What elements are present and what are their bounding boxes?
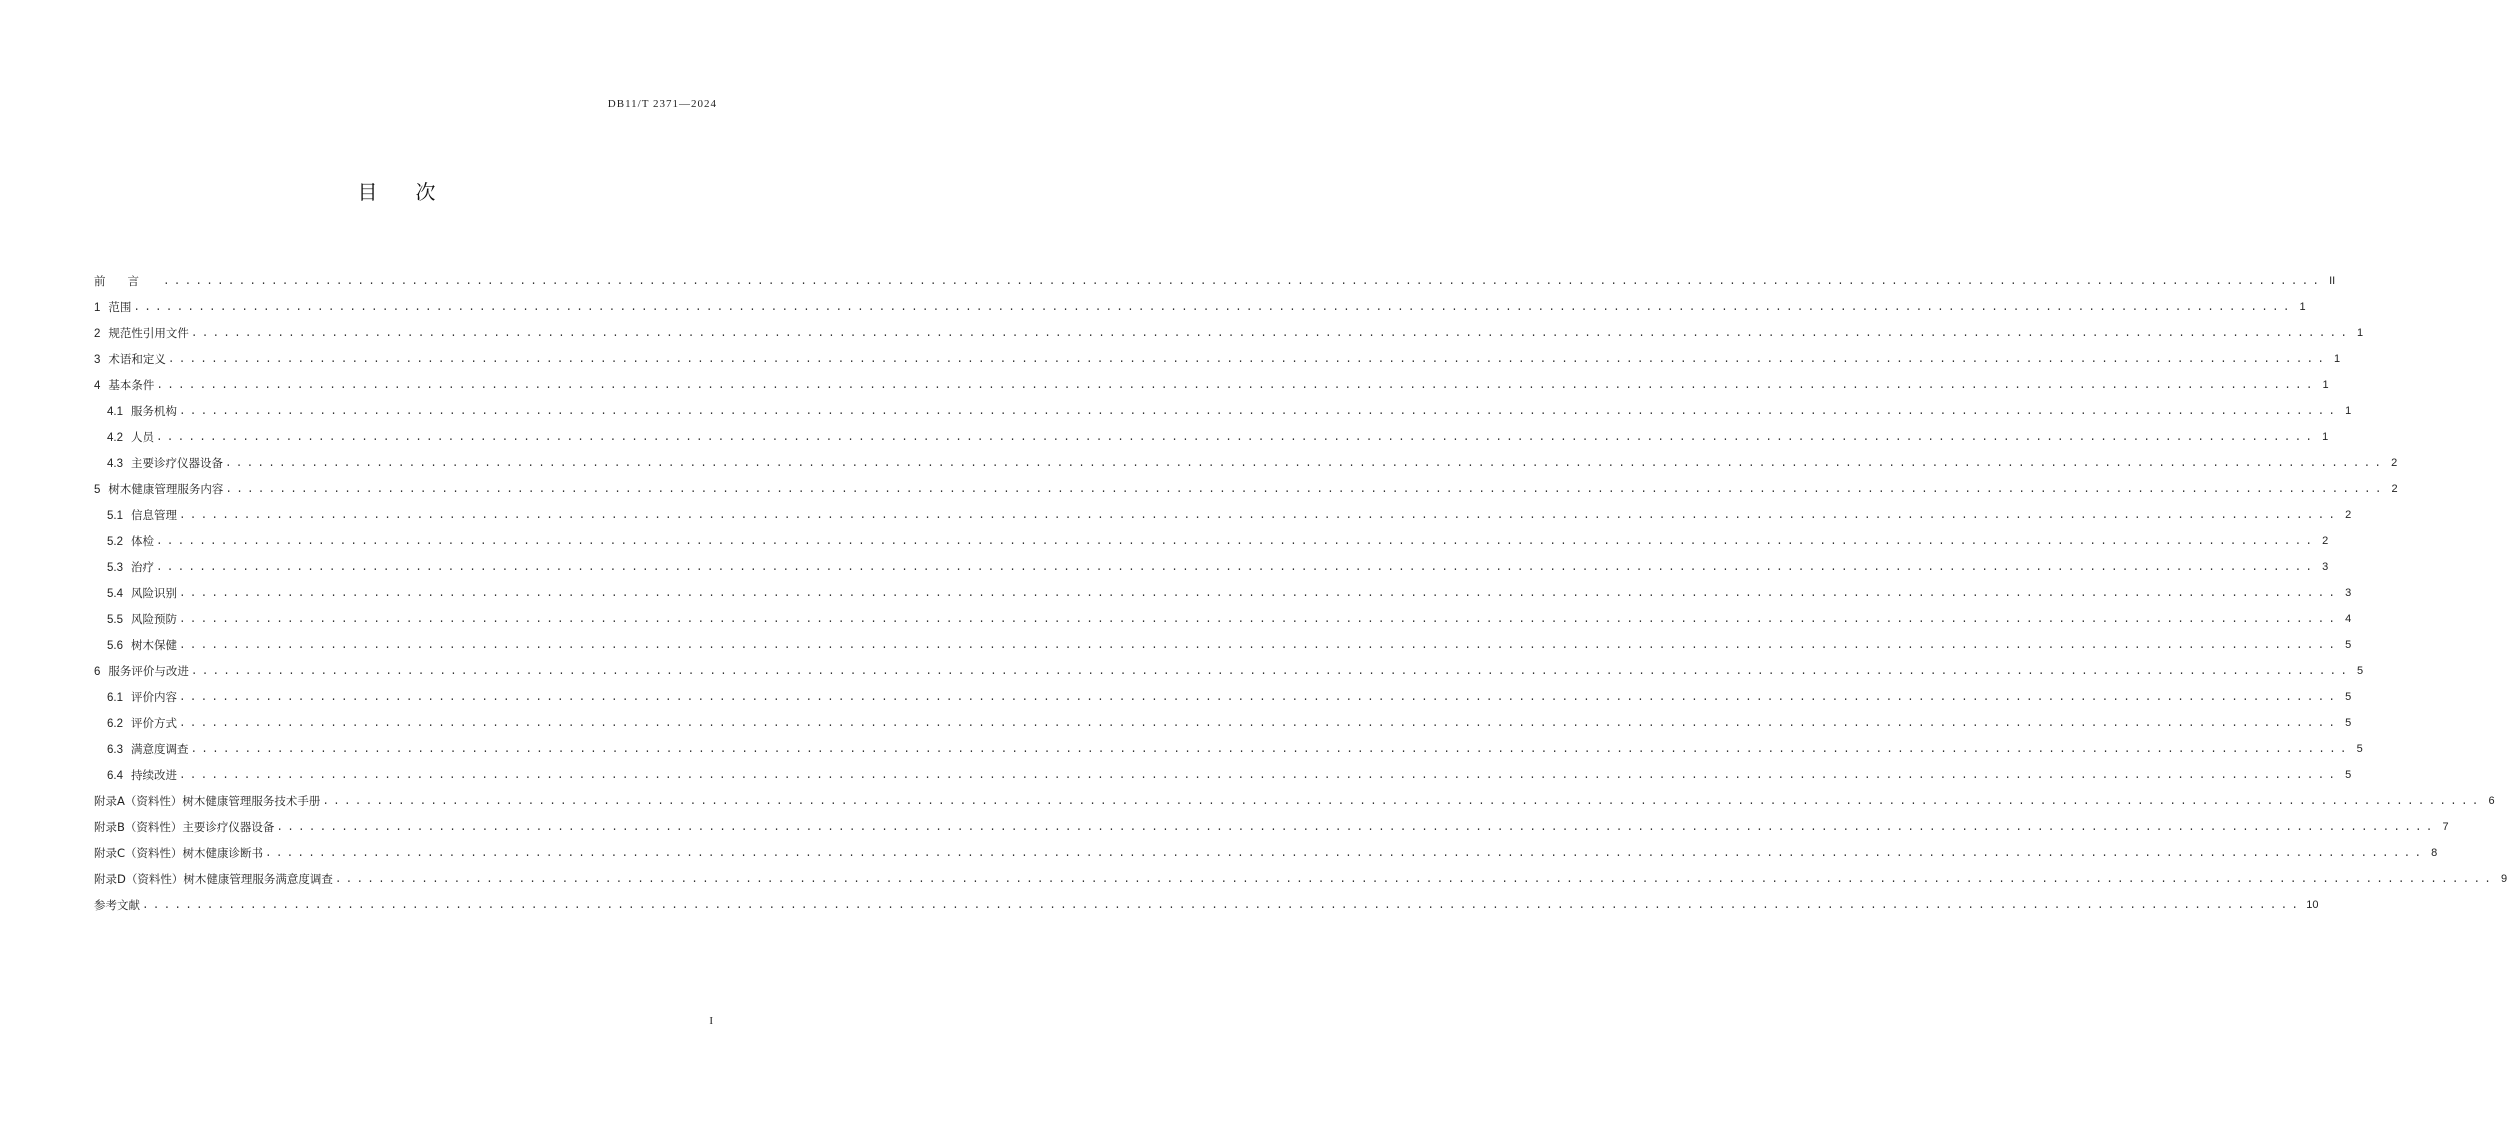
toc-entry-number: 2	[94, 328, 101, 340]
dot-leader: ........................................................................................................................................................................................................	[156, 380, 2317, 392]
dot-leader: ........................................................................................................................................................................................................	[179, 692, 2340, 704]
toc-entry-label	[107, 403, 177, 419]
toc-entry[interactable]	[94, 294, 2306, 320]
toc-entry-page: 5	[2345, 769, 2352, 781]
toc-entry[interactable]	[94, 684, 2352, 710]
toc-entry-label	[94, 793, 320, 809]
toc-entry[interactable]	[94, 346, 2341, 372]
dot-leader: ........................................................................................................................................................................................................	[225, 484, 2386, 496]
dot-leader: ........................................................................................................................................................................................................	[156, 536, 2317, 548]
toc-entry-text: 风险预防	[131, 612, 177, 626]
toc-entry-number: 6.1	[107, 692, 123, 704]
dot-leader: ........................................................................................................................................................................................................	[133, 302, 2294, 314]
dot-leader: ........................................................................................................................................................................................................	[179, 510, 2340, 522]
toc-entry-text: 前言	[94, 274, 161, 288]
toc-entry-page: 5	[2357, 665, 2364, 677]
toc-entry-label	[107, 715, 177, 731]
toc-entry-text: 规范性引用文件	[108, 326, 189, 340]
toc-entry[interactable]	[94, 736, 2363, 762]
dot-leader: ........................................................................................................................................................................................................	[179, 770, 2340, 782]
toc-entry-label	[107, 689, 177, 705]
toc-entry-page: 6	[2488, 795, 2495, 807]
toc-entry-text: 持续改进	[131, 768, 177, 782]
toc-entry-page: 2	[2345, 509, 2352, 521]
toc-entry-page: II	[2329, 275, 2336, 287]
toc-entry-text: 附录B（资料性）主要诊疗仪器设备	[94, 820, 275, 834]
toc-entry-text: 附录C（资料性）树木健康诊断书	[94, 846, 264, 860]
toc-entry-label	[94, 299, 131, 315]
toc-entry-label	[94, 897, 140, 913]
dot-leader: ........................................................................................................................................................................................................	[163, 276, 2324, 288]
toc-entry-number: 5.6	[107, 640, 123, 652]
toc-entry[interactable]	[94, 866, 2507, 892]
toc-entry-text: 人员	[131, 430, 154, 444]
toc-entry-number: 6	[94, 666, 101, 678]
toc-entry-text: 风险识别	[131, 586, 177, 600]
dot-leader: ........................................................................................................................................................................................................	[190, 666, 2352, 678]
dot-leader: ........................................................................................................................................................................................................	[225, 458, 2386, 470]
dot-leader: ........................................................................................................................................................................................................	[156, 432, 2317, 444]
toc-entry-page: 5	[2345, 691, 2352, 703]
toc-entry[interactable]	[94, 424, 2329, 450]
toc-entry-label	[107, 533, 154, 549]
toc-entry-number: 5.4	[107, 588, 123, 600]
dot-leader: ........................................................................................................................................................................................................	[276, 822, 2437, 834]
toc-entry-label	[94, 481, 223, 497]
toc-entry-number: 5	[94, 484, 101, 496]
dot-leader: ........................................................................................................................................................................................................	[179, 614, 2340, 626]
dot-leader: ........................................................................................................................................................................................................	[179, 406, 2340, 418]
dot-leader: ........................................................................................................................................................................................................	[190, 744, 2351, 756]
toc-entry-number: 6.3	[107, 744, 123, 756]
toc-entry-text: 治疗	[131, 560, 154, 574]
toc-entry-label	[94, 819, 274, 835]
toc-entry[interactable]	[94, 788, 2495, 814]
toc-entry-page: 5	[2356, 743, 2363, 755]
document-code: DB11/T 2371—2024	[607, 98, 717, 110]
toc-entry[interactable]	[94, 580, 2352, 606]
toc-entry[interactable]	[94, 606, 2352, 632]
toc-entry-label	[94, 325, 189, 341]
toc-entry-page: 2	[2391, 457, 2398, 469]
toc-entry-text: 信息管理	[131, 508, 177, 522]
toc-entry-page: 2	[2322, 535, 2329, 547]
toc-entry[interactable]	[94, 372, 2329, 398]
toc-entry-number: 4.1	[107, 406, 123, 418]
toc-entry[interactable]	[94, 268, 2336, 294]
toc-entry[interactable]	[94, 398, 2352, 424]
toc-entry[interactable]	[94, 450, 2398, 476]
toc-entry[interactable]	[94, 892, 2319, 918]
dot-leader: ........................................................................................................................................................................................................	[190, 328, 2352, 340]
toc-entry-label	[94, 377, 154, 393]
toc-entry-text: 参考文献	[94, 898, 140, 912]
toc-entry[interactable]	[94, 502, 2352, 528]
dot-leader: ........................................................................................................................................................................................................	[179, 718, 2340, 730]
toc-entry-text: 基本条件	[108, 378, 155, 392]
toc-entry-label	[107, 767, 177, 783]
toc-entry-page: 1	[2322, 431, 2329, 443]
toc-entry-page: 1	[2299, 301, 2306, 313]
toc-entry-text: 服务机构	[131, 404, 177, 418]
dot-leader: ........................................................................................................................................................................................................	[179, 588, 2340, 600]
toc-entry[interactable]	[94, 762, 2352, 788]
toc-entry-page: 7	[2442, 821, 2449, 833]
toc-entry-text: 体检	[131, 534, 154, 548]
toc-entry-label	[107, 455, 223, 471]
dot-leader: ........................................................................................................................................................................................................	[167, 354, 2329, 366]
toc-entry-number: 5.5	[107, 614, 123, 626]
toc-entry[interactable]	[94, 710, 2352, 736]
toc-entry-number: 5.2	[107, 536, 123, 548]
toc-entry-number: 6.4	[107, 770, 123, 782]
toc-entry-number: 4.3	[107, 458, 123, 470]
dot-leader: ........................................................................................................................................................................................................	[334, 874, 2496, 886]
toc-entry[interactable]	[94, 554, 2329, 580]
toc-entry-text: 附录A（资料性）树木健康管理服务技术手册	[94, 794, 321, 808]
toc-entry-number: 4	[94, 380, 101, 392]
toc-entry-text: 树木保健	[131, 638, 177, 652]
toc-entry[interactable]	[94, 658, 2364, 684]
toc-entry-page: 1	[2345, 405, 2352, 417]
dot-leader: ........................................................................................................................................................................................................	[322, 796, 2483, 808]
toc-entry-page: 5	[2345, 639, 2352, 651]
toc-entry-text: 范围	[108, 300, 132, 314]
toc-entry-number: 4.2	[107, 432, 123, 444]
toc-entry-text: 评价方式	[131, 716, 177, 730]
toc-entry-label	[94, 351, 166, 367]
toc-entry-page: 10	[2306, 899, 2319, 911]
toc-entry-text: 主要诊疗仪器设备	[131, 456, 223, 470]
toc-entry-label	[107, 507, 177, 523]
table-of-contents	[94, 268, 2507, 918]
toc-entry-number: 5.3	[107, 562, 123, 574]
toc-entry-text: 服务评价与改进	[108, 664, 189, 678]
dot-leader: ........................................................................................................................................................................................................	[265, 848, 2426, 860]
toc-entry-number: 5.1	[107, 510, 123, 522]
toc-entry-text: 满意度调查	[131, 742, 189, 756]
toc-entry-page: 4	[2345, 613, 2352, 625]
dot-leader: ........................................................................................................................................................................................................	[179, 640, 2340, 652]
toc-entry[interactable]	[94, 476, 2398, 502]
toc-entry-page: 5	[2345, 717, 2352, 729]
toc-entry-page: 1	[2322, 379, 2329, 391]
toc-entry-text: 评价内容	[131, 690, 177, 704]
toc-entry-number: 3	[94, 354, 101, 366]
toc-entry-page: 1	[2357, 327, 2364, 339]
toc-entry-page: 1	[2334, 353, 2341, 365]
toc-entry-label	[107, 585, 177, 601]
toc-entry-label	[107, 611, 177, 627]
toc-entry-page: 8	[2431, 847, 2438, 859]
toc-entry-number: 6.2	[107, 718, 123, 730]
toc-entry-label	[94, 663, 189, 679]
toc-entry-label	[94, 273, 161, 289]
dot-leader: ........................................................................................................................................................................................................	[156, 562, 2317, 574]
page-number: I	[709, 1015, 713, 1027]
toc-entry-label	[107, 637, 177, 653]
toc-entry-page: 3	[2345, 587, 2352, 599]
toc-entry-text: 树木健康管理服务内容	[108, 482, 224, 496]
toc-entry-page: 3	[2322, 561, 2329, 573]
toc-entry-text: 术语和定义	[108, 352, 166, 366]
toc-entry[interactable]	[94, 320, 2364, 346]
toc-entry[interactable]	[94, 814, 2449, 840]
toc-entry-label	[94, 871, 333, 887]
toc-entry-label	[107, 429, 154, 445]
dot-leader: ........................................................................................................................................................................................................	[142, 900, 2303, 912]
toc-entry-text: 附录D（资料性）树木健康管理服务满意度调查	[94, 872, 333, 886]
toc-entry-label	[107, 559, 154, 575]
toc-entry-label	[94, 845, 263, 861]
toc-entry[interactable]	[94, 632, 2352, 658]
toc-entry-page: 2	[2391, 483, 2398, 495]
toc-entry-number: 1	[94, 302, 101, 314]
toc-entry[interactable]	[94, 528, 2329, 554]
toc-entry-page: 9	[2500, 873, 2507, 885]
toc-entry-label	[107, 741, 189, 757]
page-title: 目次	[357, 180, 474, 204]
toc-entry[interactable]	[94, 840, 2438, 866]
